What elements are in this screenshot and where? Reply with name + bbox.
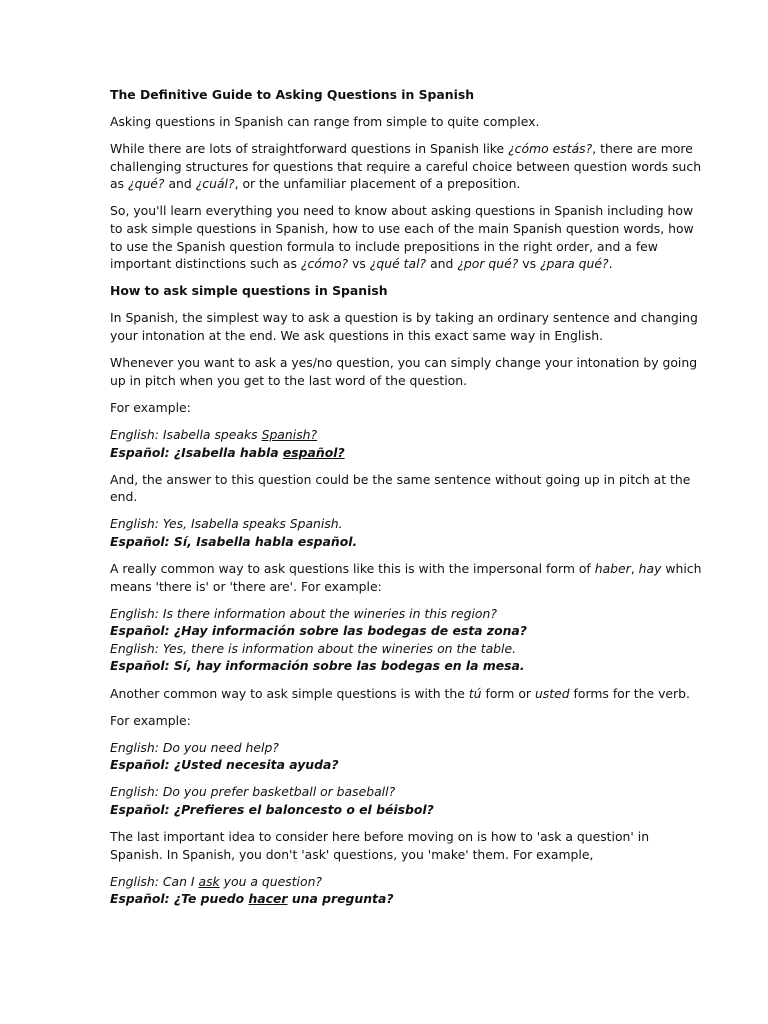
text-line: to ask simple questions in Spanish, how to use each of the main Spanish question words, how <box>110 221 694 237</box>
tu-usted-paragraph <box>110 685 690 703</box>
example-block <box>110 873 668 908</box>
text-run: which <box>661 560 702 576</box>
text-run: , or the unfamiliar placement of a preposition. <box>234 176 521 192</box>
spanish-phrase: ¿qué tal? <box>369 256 427 272</box>
intro-paragraph-1: Asking questions in Spanish can range from simple to quite complex. <box>110 114 540 130</box>
spanish-example <box>110 444 668 462</box>
english-example: English: Do you prefer basketball or baseball? <box>110 784 396 800</box>
text-run: forms for the verb. <box>569 685 690 701</box>
text-run: . <box>608 256 613 272</box>
section-heading: How to ask simple questions in Spanish <box>110 283 388 299</box>
text-run: una pregunta? <box>287 891 394 907</box>
spanish-phrase: ¿por qué? <box>457 256 519 272</box>
text-line <box>110 140 693 158</box>
text-line: means 'there is' or 'there are'. For example: <box>110 578 382 594</box>
text-run: A really common way to ask questions like this is with the impersonal form of <box>110 560 595 576</box>
text-line <box>110 560 702 578</box>
spanish-word: tú <box>468 685 482 701</box>
for-example-label: For example: <box>110 399 191 415</box>
text-line: The last important idea to consider here before moving on is how to 'ask a question' in <box>110 829 650 845</box>
spanish-example <box>110 890 668 908</box>
text-line: Spanish. In Spanish, you don't 'ask' questions, you 'make' them. For example, <box>110 846 594 862</box>
text-line: your intonation at the end. We ask questions in this exact same way in English. <box>110 328 604 344</box>
text-line: In Spanish, the simplest way to ask a question is by taking an ordinary sentence and changing <box>110 310 698 326</box>
example-block <box>110 739 668 774</box>
text-run: as <box>110 176 128 192</box>
spanish-word: hay <box>638 560 662 576</box>
simple-paragraph-1 <box>110 309 698 344</box>
text-run: vs <box>348 256 370 272</box>
text-run: Español: ¿Te puedo <box>110 891 249 907</box>
text-line: challenging structures for questions that require a careful choice between question words such <box>110 158 702 174</box>
spanish-example: Español: ¿Hay información sobre las bodegas de esta zona? <box>110 623 527 639</box>
text-run: form or <box>481 685 535 701</box>
example-block <box>110 783 668 818</box>
text-line: And, the answer to this question could be the same sentence without going up in pitch at the <box>110 471 691 487</box>
spanish-phrase: ¿cómo estás? <box>508 141 593 157</box>
english-example: English: Do you need help? <box>110 739 279 755</box>
spanish-phrase: ¿qué? <box>128 176 165 192</box>
text-run: and <box>164 176 196 192</box>
spanish-word: haber <box>594 560 631 576</box>
text-run: vs <box>518 256 540 272</box>
text-run: While there are lots of straightforward questions in Spanish like <box>110 141 509 157</box>
english-example: English: Yes, Isabella speaks Spanish. <box>110 516 343 532</box>
english-example: English: Is there information about the wineries in this region? <box>110 605 497 621</box>
text-line <box>110 175 668 193</box>
text-run: English: Isabella speaks <box>110 426 262 442</box>
text-run: important distinctions such as <box>110 256 301 272</box>
text-run: , there are more <box>592 141 693 157</box>
spanish-example: Español: ¿Prefieres el baloncesto o el béisbol? <box>110 802 434 817</box>
text-line: end. <box>110 489 138 505</box>
spanish-phrase: ¿cómo? <box>300 256 349 272</box>
english-example <box>110 426 668 444</box>
intro-paragraph-2 <box>110 140 702 193</box>
spanish-word: usted <box>534 685 570 701</box>
spanish-phrase: ¿cuál? <box>195 176 235 192</box>
example-block <box>110 426 668 461</box>
text-run: English: Can I <box>110 873 199 889</box>
text-line: up in pitch when you get to the last word of the question. <box>110 372 468 388</box>
text-run: Español: ¿Isabella habla <box>110 444 283 460</box>
text-line: Whenever you want to ask a yes/no question, you can simply change your intonation by going <box>110 355 698 371</box>
text-line <box>110 255 668 273</box>
haber-paragraph <box>110 560 702 595</box>
text-line: So, you'll learn everything you need to know about asking questions in Spanish including how <box>110 203 694 219</box>
simple-paragraph-2 <box>110 354 698 389</box>
last-paragraph <box>110 828 668 863</box>
example-block <box>110 515 668 550</box>
text-line <box>110 685 690 703</box>
text-run: , <box>630 560 639 576</box>
spanish-example: Español: Sí, hay información sobre las bodegas en la mesa. <box>110 658 525 674</box>
example-block <box>110 605 668 675</box>
underlined-word: hacer <box>248 891 288 907</box>
text-line: to use the Spanish question formula to include prepositions in the right order, and a few <box>110 238 658 254</box>
english-example <box>110 873 668 891</box>
for-example-label: For example: <box>110 712 191 728</box>
text-run: you a question? <box>219 873 323 889</box>
spanish-phrase: ¿para qué? <box>539 256 609 272</box>
text-run: Another common way to ask simple questions is with the <box>110 685 469 701</box>
answer-paragraph <box>110 471 691 506</box>
spanish-example: Español: ¿Usted necesita ayuda? <box>110 757 339 773</box>
english-example: English: Yes, there is information about the wineries on the table. <box>110 640 517 656</box>
spanish-example: Español: Sí, Isabella habla español. <box>110 533 358 549</box>
underlined-word: español? <box>282 444 345 460</box>
underlined-word: Spanish? <box>261 426 318 442</box>
document-title: The Definitive Guide to Asking Questions in Spanish <box>110 87 475 102</box>
intro-paragraph-3 <box>110 202 694 272</box>
text-run: and <box>426 256 458 272</box>
underlined-word: ask <box>198 873 220 889</box>
